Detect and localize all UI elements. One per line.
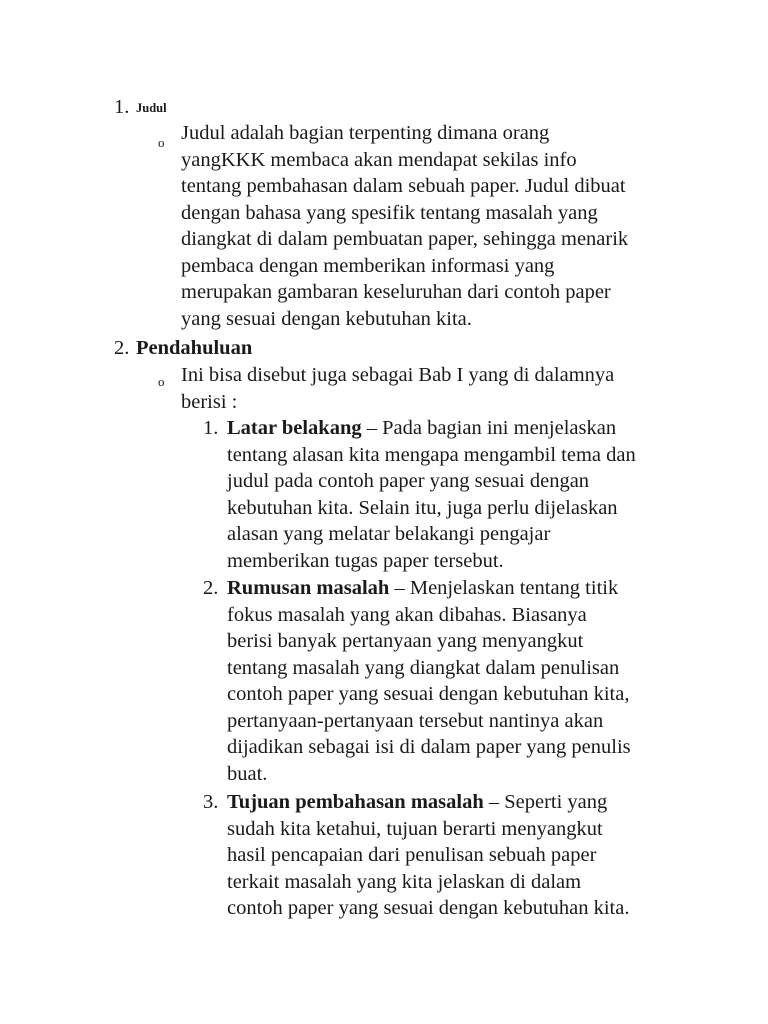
item-number: 1. — [203, 417, 219, 439]
section-number: 2. — [114, 337, 130, 359]
item-line: pertanyaan-pertanyaan tersebut nantinya akan — [227, 709, 604, 732]
item-line: tentang alasan kita mengapa mengambil tema dan — [227, 443, 636, 466]
paragraph-line: merupakan gambaran keseluruhan dari contoh paper — [181, 281, 611, 303]
item-line: alasan yang melatar belakangi pengajar — [227, 523, 551, 545]
list-item-first-line — [227, 575, 618, 602]
paragraph-line: Ini bisa disebut juga sebagai Bab I yang di dalamnya — [181, 364, 615, 386]
item-number: 2. — [203, 577, 219, 599]
paragraph-line: Judul adalah bagian terpenting dimana orang — [181, 122, 550, 144]
item-term: Rumusan masalah — [227, 577, 390, 599]
bullet-icon: o — [158, 135, 165, 150]
item-text: – Menjelaskan tentang titik — [389, 577, 619, 599]
section-number: 1. — [114, 96, 130, 118]
list-item-first-line — [227, 789, 607, 816]
paragraph-line: berisi : — [181, 390, 238, 413]
item-line: judul pada contoh paper yang sesuai dengan — [227, 470, 590, 492]
paragraph-line: yangKKK membaca akan mendapat sekilas info — [181, 148, 577, 171]
paragraph-line: yang sesuai dengan kebutuhan kita. — [181, 307, 472, 330]
section-heading-judul: Judul — [136, 101, 167, 115]
item-line: sudah kita ketahui, tujuan berarti menyangkut — [227, 817, 603, 840]
item-term: Latar belakang — [227, 417, 362, 439]
paragraph-line: tentang pembahasan dalam sebuah paper. Judul dibuat — [181, 175, 626, 197]
item-line: contoh paper yang sesuai dengan kebutuhan kita. — [227, 897, 630, 919]
item-line: hasil pencapaian dari penulisan sebuah paper — [227, 844, 597, 866]
paragraph-line: dengan bahasa yang spesifik tentang masalah yang — [181, 201, 598, 224]
item-line: dijadikan sebagai isi di dalam paper yang penulis — [227, 736, 631, 758]
item-line: kebutuhan kita. Selain itu, juga perlu dijelaskan — [227, 496, 618, 519]
item-line: contoh paper yang sesuai dengan kebutuhan kita, — [227, 683, 630, 705]
item-text: – Seperti yang — [483, 791, 608, 813]
item-number: 3. — [203, 791, 219, 813]
item-line: buat. — [227, 762, 268, 785]
list-item-first-line — [227, 415, 616, 442]
item-text: – Pada bagian ini menjelaskan — [361, 417, 617, 439]
item-line: fokus masalah yang akan dibahas. Biasanya — [227, 603, 587, 626]
item-line: terkait masalah yang kita jelaskan di dalam — [227, 870, 582, 893]
bullet-icon: o — [158, 374, 165, 389]
item-term: Tujuan pembahasan masalah — [227, 791, 484, 813]
item-line: tentang masalah yang diangkat dalam penulisan — [227, 656, 620, 679]
section-heading-pendahuluan: Pendahuluan — [136, 337, 253, 359]
item-line: memberikan tugas paper tersebut. — [227, 549, 504, 572]
paragraph-line: pembaca dengan memberikan informasi yang — [181, 254, 555, 277]
paragraph-line: diangkat di dalam pembuatan paper, sehingga menarik — [181, 228, 629, 250]
item-line: berisi banyak pertanyaan yang menyangkut — [227, 630, 584, 652]
